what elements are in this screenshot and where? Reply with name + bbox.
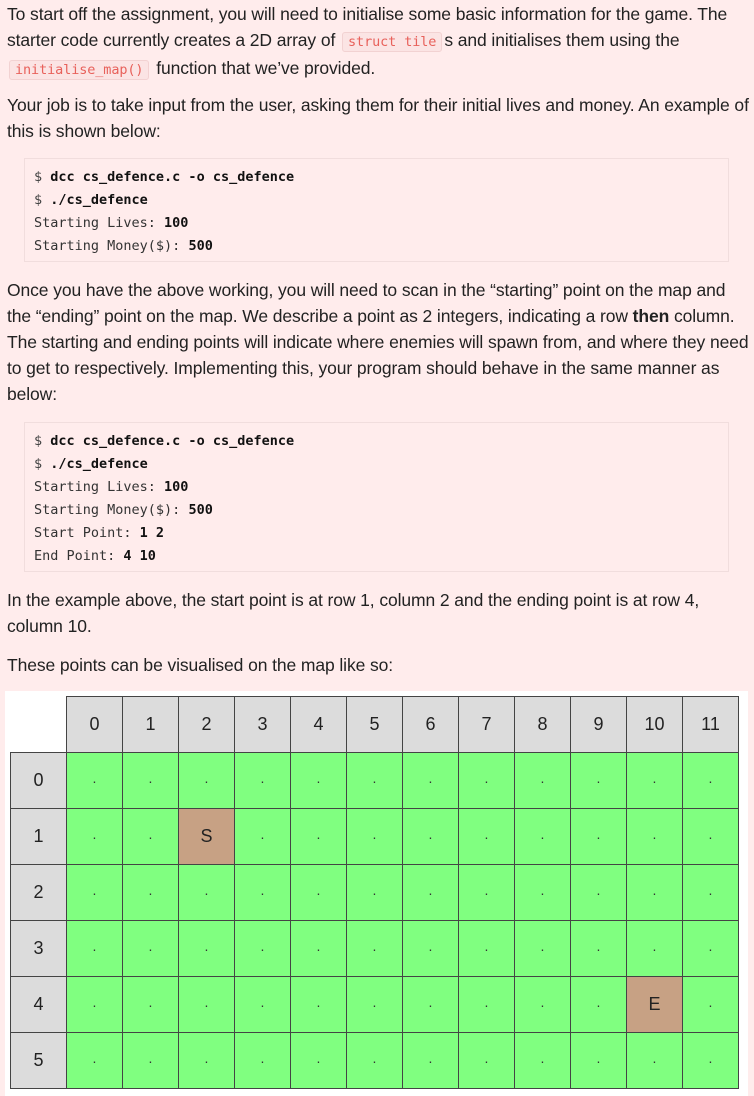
column-header: 0 [67, 697, 123, 753]
initialise-map-code: initialise_map() [9, 60, 149, 80]
start-tile: S [179, 809, 235, 865]
map-tile: · [571, 865, 627, 921]
column-header: 7 [459, 697, 515, 753]
shell-prompt: $ [34, 192, 51, 208]
map-tile: · [627, 753, 683, 809]
code-line [34, 166, 719, 189]
map-tile: · [683, 809, 739, 865]
map-tile: · [235, 809, 291, 865]
map-tile: · [291, 977, 347, 1033]
map-tile: · [123, 1033, 179, 1089]
row-header: 4 [11, 977, 67, 1033]
map-grid [10, 696, 739, 1089]
input-value: 500 [188, 502, 213, 518]
map-tile: · [291, 921, 347, 977]
map-tile: · [459, 977, 515, 1033]
shell-prompt: $ [34, 433, 51, 449]
map-tile: · [515, 977, 571, 1033]
map-tile: · [67, 753, 123, 809]
map-tile: · [571, 753, 627, 809]
corner-cell [11, 697, 67, 753]
map-row [11, 921, 739, 977]
map-tile: · [627, 1033, 683, 1089]
example-code-block-2 [24, 422, 729, 572]
column-header: 8 [515, 697, 571, 753]
map-row [11, 1033, 739, 1089]
map-tile: · [627, 921, 683, 977]
map-tile: · [515, 1033, 571, 1089]
scan-paragraph [7, 277, 752, 407]
row-header: 3 [11, 921, 67, 977]
map-tile: · [459, 921, 515, 977]
code-line [34, 522, 719, 545]
map-tile: · [347, 753, 403, 809]
code-line [34, 212, 719, 235]
map-tile: · [627, 865, 683, 921]
scan-text-1: Once you have the above working, you will need to scan in the “starting” point on the map and the “ending” point on the map. We describe a point as 2 integers, indicating a row [7, 280, 726, 326]
map-figure [5, 691, 748, 1096]
map-tile: · [179, 921, 235, 977]
map-tile: · [347, 977, 403, 1033]
column-header: 4 [291, 697, 347, 753]
input-value: 100 [164, 215, 189, 231]
output-label: End Point: [34, 548, 124, 564]
intro-text-3: function that we’ve provided. [156, 58, 376, 78]
map-tile: · [291, 809, 347, 865]
map-row [11, 753, 739, 809]
map-tile: · [571, 1033, 627, 1089]
map-tile: · [571, 921, 627, 977]
map-tile: · [683, 977, 739, 1033]
column-header: 6 [403, 697, 459, 753]
map-tile: · [515, 809, 571, 865]
code-line [34, 235, 719, 258]
code-line [34, 476, 719, 499]
map-tile: · [683, 753, 739, 809]
map-tile: · [403, 753, 459, 809]
scan-bold-then: then [632, 306, 670, 326]
map-tile: · [459, 753, 515, 809]
intro-text-1: To start off the assignment, you will need to initialise some basic information for the game. The starter code currently creates a 2D array of [7, 4, 728, 50]
input-value: 4 10 [123, 548, 156, 564]
map-tile: · [347, 921, 403, 977]
shell-command: ./cs_defence [50, 192, 148, 208]
map-tile: · [179, 753, 235, 809]
input-value: 500 [188, 238, 213, 254]
map-tile: · [67, 921, 123, 977]
map-tile: · [403, 1033, 459, 1089]
map-tile: · [683, 921, 739, 977]
map-tile: · [403, 865, 459, 921]
input-value: 1 2 [139, 525, 165, 541]
map-tile: · [235, 921, 291, 977]
column-header: 11 [683, 697, 739, 753]
map-tile: · [67, 809, 123, 865]
map-tile: · [179, 977, 235, 1033]
map-tile: · [179, 865, 235, 921]
map-tile: · [235, 865, 291, 921]
visual-paragraph: These points can be visualised on the map like so: [7, 655, 394, 675]
column-header: 9 [571, 697, 627, 753]
map-tile: · [683, 1033, 739, 1089]
row-header: 2 [11, 865, 67, 921]
struct-tile-code: struct tile [342, 32, 442, 52]
map-tile: · [683, 865, 739, 921]
row-header: 1 [11, 809, 67, 865]
map-tile: · [515, 753, 571, 809]
map-tile: · [347, 1033, 403, 1089]
map-tile: · [459, 865, 515, 921]
map-tile: · [403, 921, 459, 977]
column-header: 2 [179, 697, 235, 753]
map-tile: · [571, 977, 627, 1033]
output-label: Starting Money($): [34, 502, 189, 518]
map-tile: · [347, 865, 403, 921]
shell-prompt: $ [34, 169, 51, 185]
code-line [34, 499, 719, 522]
shell-command: dcc cs_defence.c -o cs_defence [50, 169, 295, 185]
map-tile: · [235, 753, 291, 809]
map-tile: · [123, 977, 179, 1033]
explain-paragraph: In the example above, the start point is at row 1, column 2 and the ending point is at row 4, column 10. [7, 590, 700, 636]
map-tile: · [67, 977, 123, 1033]
shell-command: ./cs_defence [50, 456, 148, 472]
column-header-row [11, 697, 739, 753]
row-header: 5 [11, 1033, 67, 1089]
column-header: 3 [235, 697, 291, 753]
output-label: Starting Lives: [34, 215, 165, 231]
map-tile: · [403, 977, 459, 1033]
map-row [11, 865, 739, 921]
map-row [11, 809, 739, 865]
row-header: 0 [11, 753, 67, 809]
map-tile: · [291, 1033, 347, 1089]
intro-paragraph [7, 1, 752, 83]
column-header: 1 [123, 697, 179, 753]
output-label: Start Point: [34, 525, 140, 541]
map-tile: · [235, 1033, 291, 1089]
map-tile: · [235, 977, 291, 1033]
scan-text-2: column. The starting and ending points will indicate where enemies will spawn from, and where they need to get to respectively. Implementing this, your program should behave in the same manner as below: [7, 306, 749, 404]
end-tile: E [627, 977, 683, 1033]
map-tile: · [459, 1033, 515, 1089]
map-tile: · [123, 865, 179, 921]
map-tile: · [515, 865, 571, 921]
map-tile: · [123, 753, 179, 809]
map-tile: · [123, 809, 179, 865]
shell-prompt: $ [34, 456, 51, 472]
column-header: 10 [627, 697, 683, 753]
input-value: 100 [164, 479, 189, 495]
code-line [34, 453, 719, 476]
output-label: Starting Lives: [34, 479, 165, 495]
code-line [34, 545, 719, 568]
map-tile: · [123, 921, 179, 977]
map-tile: · [67, 1033, 123, 1089]
map-tile: · [291, 753, 347, 809]
map-tile: · [67, 865, 123, 921]
map-tile: · [627, 809, 683, 865]
task-paragraph: Your job is to take input from the user, asking them for their initial lives and money. An example of this is shown below: [7, 95, 749, 141]
example-code-block-1 [24, 158, 729, 262]
column-header: 5 [347, 697, 403, 753]
code-line [34, 189, 719, 212]
map-tile: · [291, 865, 347, 921]
map-tile: · [403, 809, 459, 865]
output-label: Starting Money($): [34, 238, 189, 254]
map-tile: · [515, 921, 571, 977]
intro-text-2: s and initialises them using the [444, 30, 680, 50]
map-tile: · [179, 1033, 235, 1089]
map-row [11, 977, 739, 1033]
code-line [34, 430, 719, 453]
map-tile: · [347, 809, 403, 865]
map-tile: · [571, 809, 627, 865]
shell-command: dcc cs_defence.c -o cs_defence [50, 433, 295, 449]
map-tile: · [459, 809, 515, 865]
